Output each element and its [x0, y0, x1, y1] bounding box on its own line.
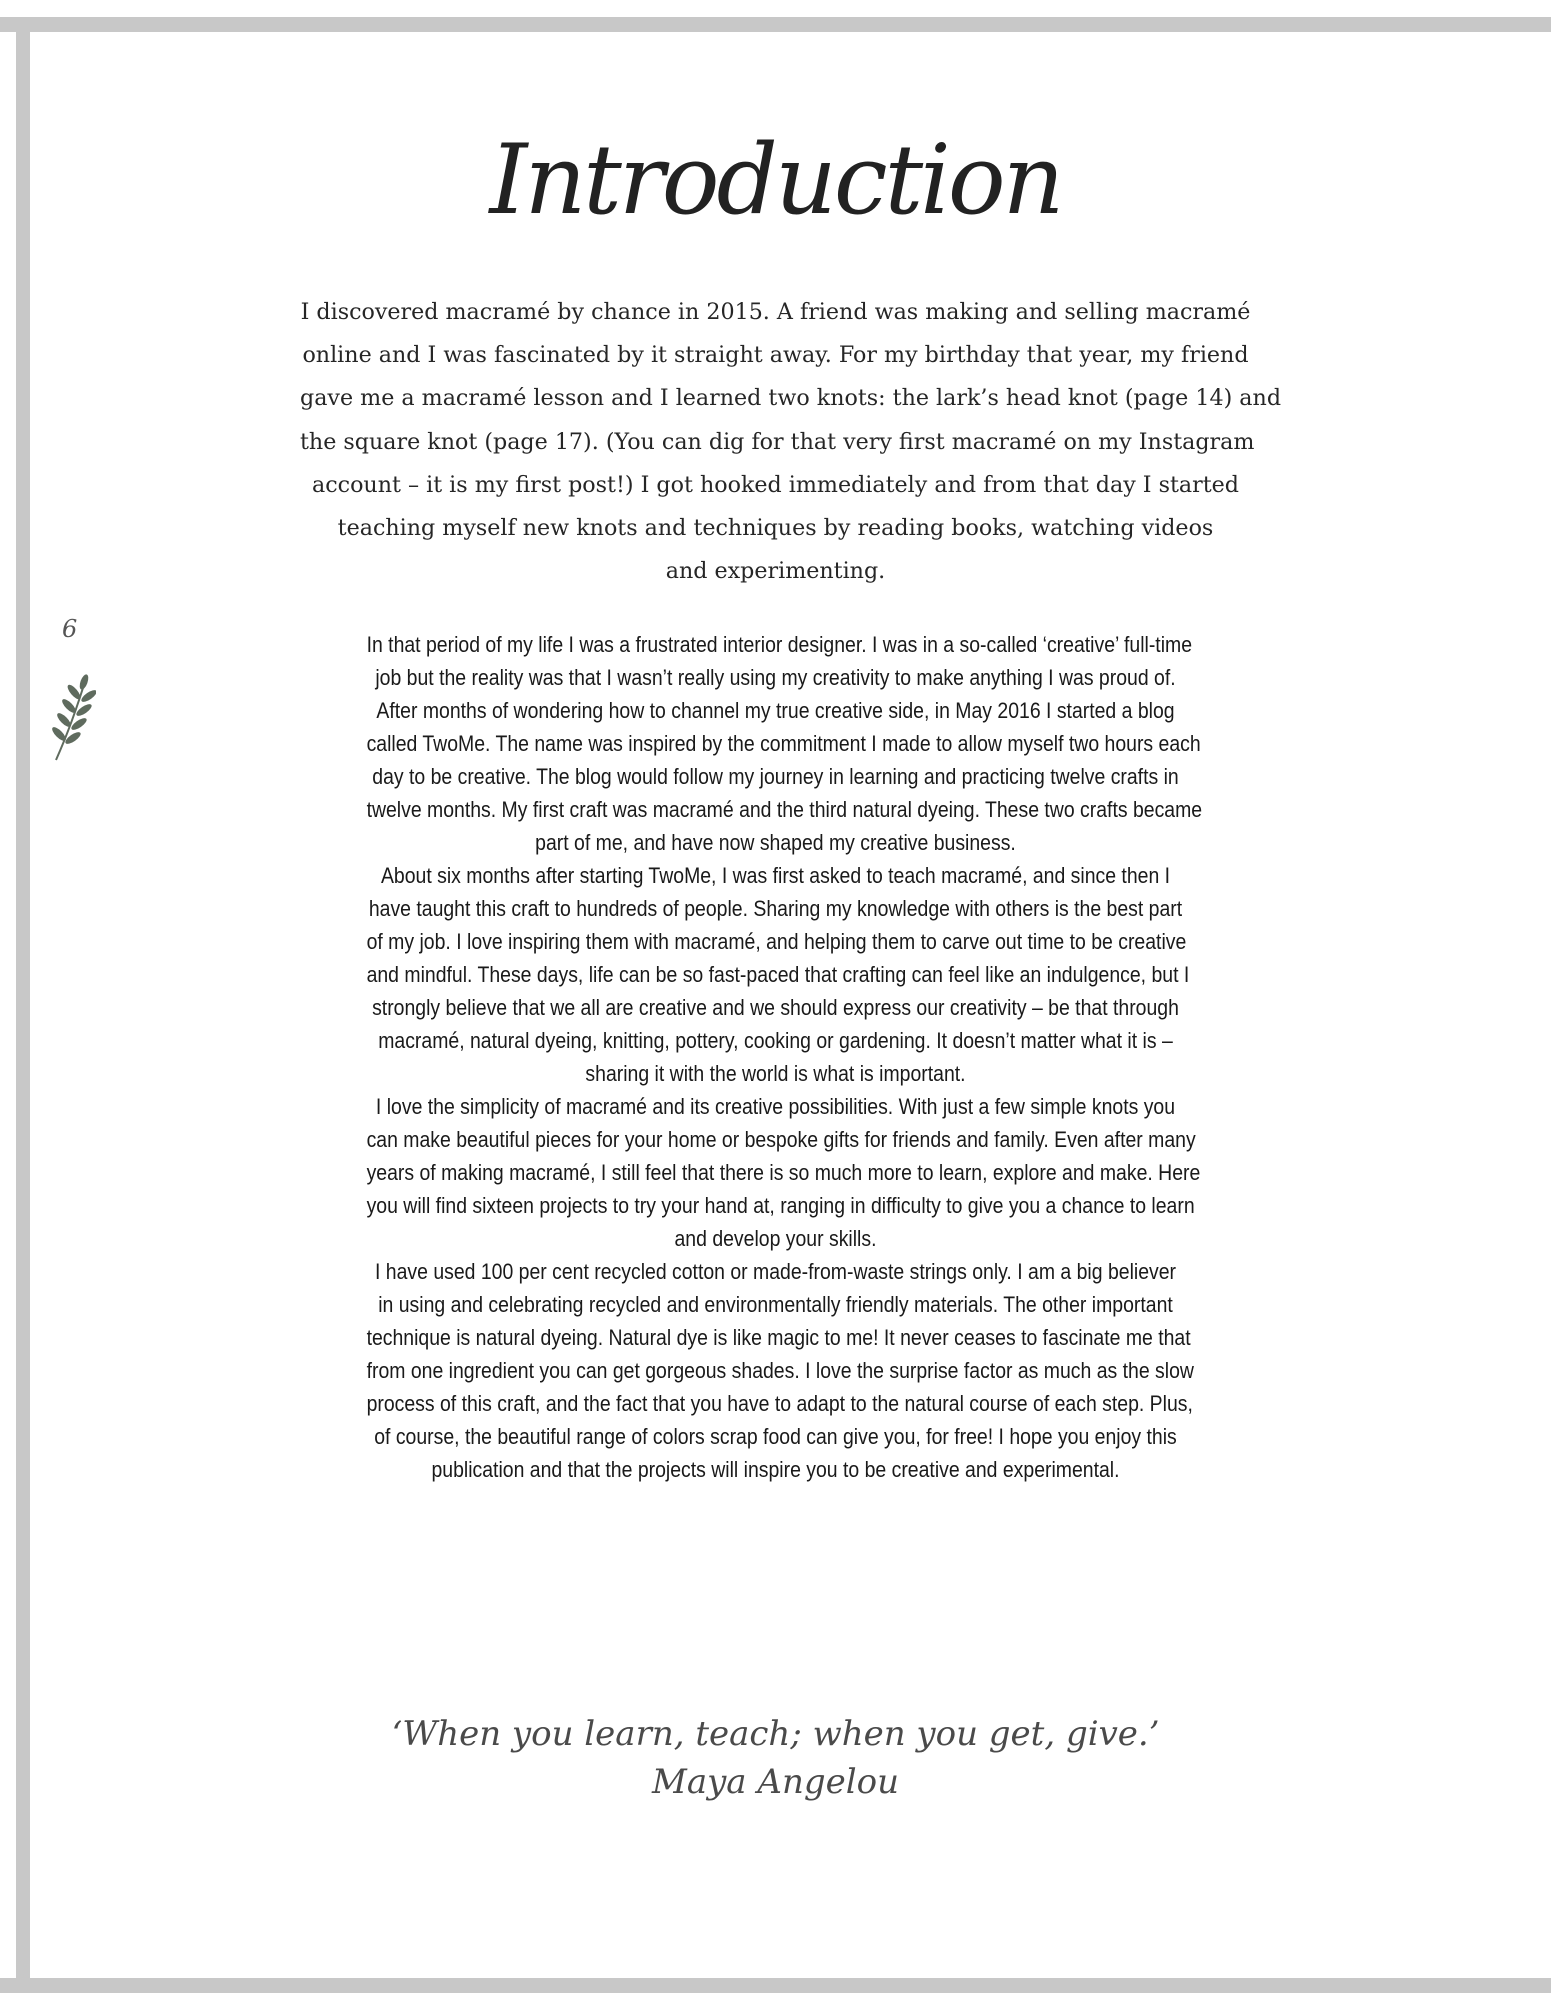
- intro-line: account – it is my first post!) I got hooked immediately and from that day I started: [311, 471, 1240, 498]
- body-line: part of me, and have now shaped my creative business.: [535, 830, 1016, 855]
- intro-line: online and I was fascinated by it straight away. For my birthday that year, my friend: [302, 342, 1249, 369]
- body-line: you will find sixteen projects to try your hand at, ranging in difficulty to give you a chance to learn: [366, 1193, 1195, 1218]
- body-line: I love the simplicity of macramé and its creative possibilities. With just a few simple knots you: [375, 1094, 1176, 1119]
- body-line: I have used 100 per cent recycled cotton or made-from-waste strings only. I am a big believer: [374, 1259, 1177, 1284]
- body-line: of my job. I love inspiring them with macramé, and helping them to carve out time to be creative: [366, 929, 1187, 954]
- body-line: After months of wondering how to channel my true creative side, in May 2016 I started a blog: [376, 698, 1175, 723]
- page-frame-top: [0, 17, 1551, 32]
- body-line: process of this craft, and the fact that you have to adapt to the natural course of each step. Plus,: [366, 1391, 1193, 1416]
- body-line: have taught this craft to hundreds of people. Sharing my knowledge with others is the best part: [368, 896, 1183, 921]
- page-frame-right: [1537, 17, 1551, 32]
- intro-line: and experimenting.: [665, 558, 886, 585]
- body-line: and mindful. These days, life can be so fast-paced that crafting can feel like an indulgence, but I: [366, 962, 1190, 987]
- quote-text: ‘When you learn, teach; when you get, give.’: [391, 1714, 1160, 1754]
- body-line: can make beautiful pieces for your home or bespoke gifts for friends and family. Even after many: [366, 1127, 1196, 1152]
- body-line: and develop your skills.: [674, 1226, 877, 1251]
- intro-line: I discovered macramé by chance in 2015. A friend was making and selling macramé: [300, 299, 1251, 325]
- intro-line: the square knot (page 17). (You can dig for that very first macramé on my Instagram: [300, 428, 1255, 455]
- page-number: 6: [62, 615, 78, 643]
- body-line: in using and celebrating recycled and environmentally friendly materials. The other important: [378, 1292, 1173, 1317]
- page-frame-bottom: [0, 1978, 1551, 1993]
- body-line: sharing it with the world is what is important.: [585, 1061, 966, 1086]
- body-line: strongly believe that we all are creative and we should express our creativity – be that through: [372, 995, 1179, 1020]
- body-line: day to be creative. The blog would follow my journey in learning and practicing twelve crafts in: [372, 764, 1179, 789]
- intro-line: gave me a macramé lesson and I learned two knots: the lark’s head knot (page 14) and: [300, 385, 1282, 412]
- body-text: [300, 628, 1251, 1486]
- body-line: publication and that the projects will inspire you to be creative and experimental.: [431, 1457, 1120, 1482]
- body-line: About six months after starting TwoMe, I was first asked to teach macramé, and since then I: [380, 863, 1171, 888]
- body-line: of course, the beautiful range of colors scrap food can give you, for free! I hope you enjoy this: [374, 1424, 1177, 1449]
- body-line: In that period of my life I was a frustrated interior designer. I was in a so-called ‘creative’ full-time: [366, 632, 1193, 657]
- body-line: years of making macramé, I still feel that there is so much more to learn, explore and make. Here: [366, 1160, 1201, 1185]
- body-line: macramé, natural dyeing, knitting, pottery, cooking or gardening. It doesn’t matter what it is –: [378, 1028, 1173, 1053]
- quote-block: [0, 1710, 1551, 1806]
- body-line: called TwoMe. The name was inspired by the commitment I made to allow myself two hours each: [366, 731, 1201, 756]
- body-line: job but the reality was that I wasn’t really using my creativity to make anything I was proud of.: [375, 665, 1176, 690]
- body-line: from one ingredient you can get gorgeous shades. I love the surprise factor as much as the slow: [366, 1358, 1194, 1383]
- intro-paragraph: [300, 291, 1282, 593]
- body-line: twelve months. My first craft was macramé and the third natural dyeing. These two crafts became: [366, 797, 1203, 822]
- page-title: Introduction: [489, 124, 1062, 236]
- leaf-sprig-icon: [48, 672, 96, 764]
- body-line: technique is natural dyeing. Natural dye is like magic to me! It never ceases to fascinate me that: [366, 1325, 1191, 1350]
- intro-line: teaching myself new knots and techniques by reading books, watching videos: [337, 515, 1214, 542]
- quote-author: Maya Angelou: [652, 1762, 899, 1802]
- page-frame-left: [16, 17, 30, 1993]
